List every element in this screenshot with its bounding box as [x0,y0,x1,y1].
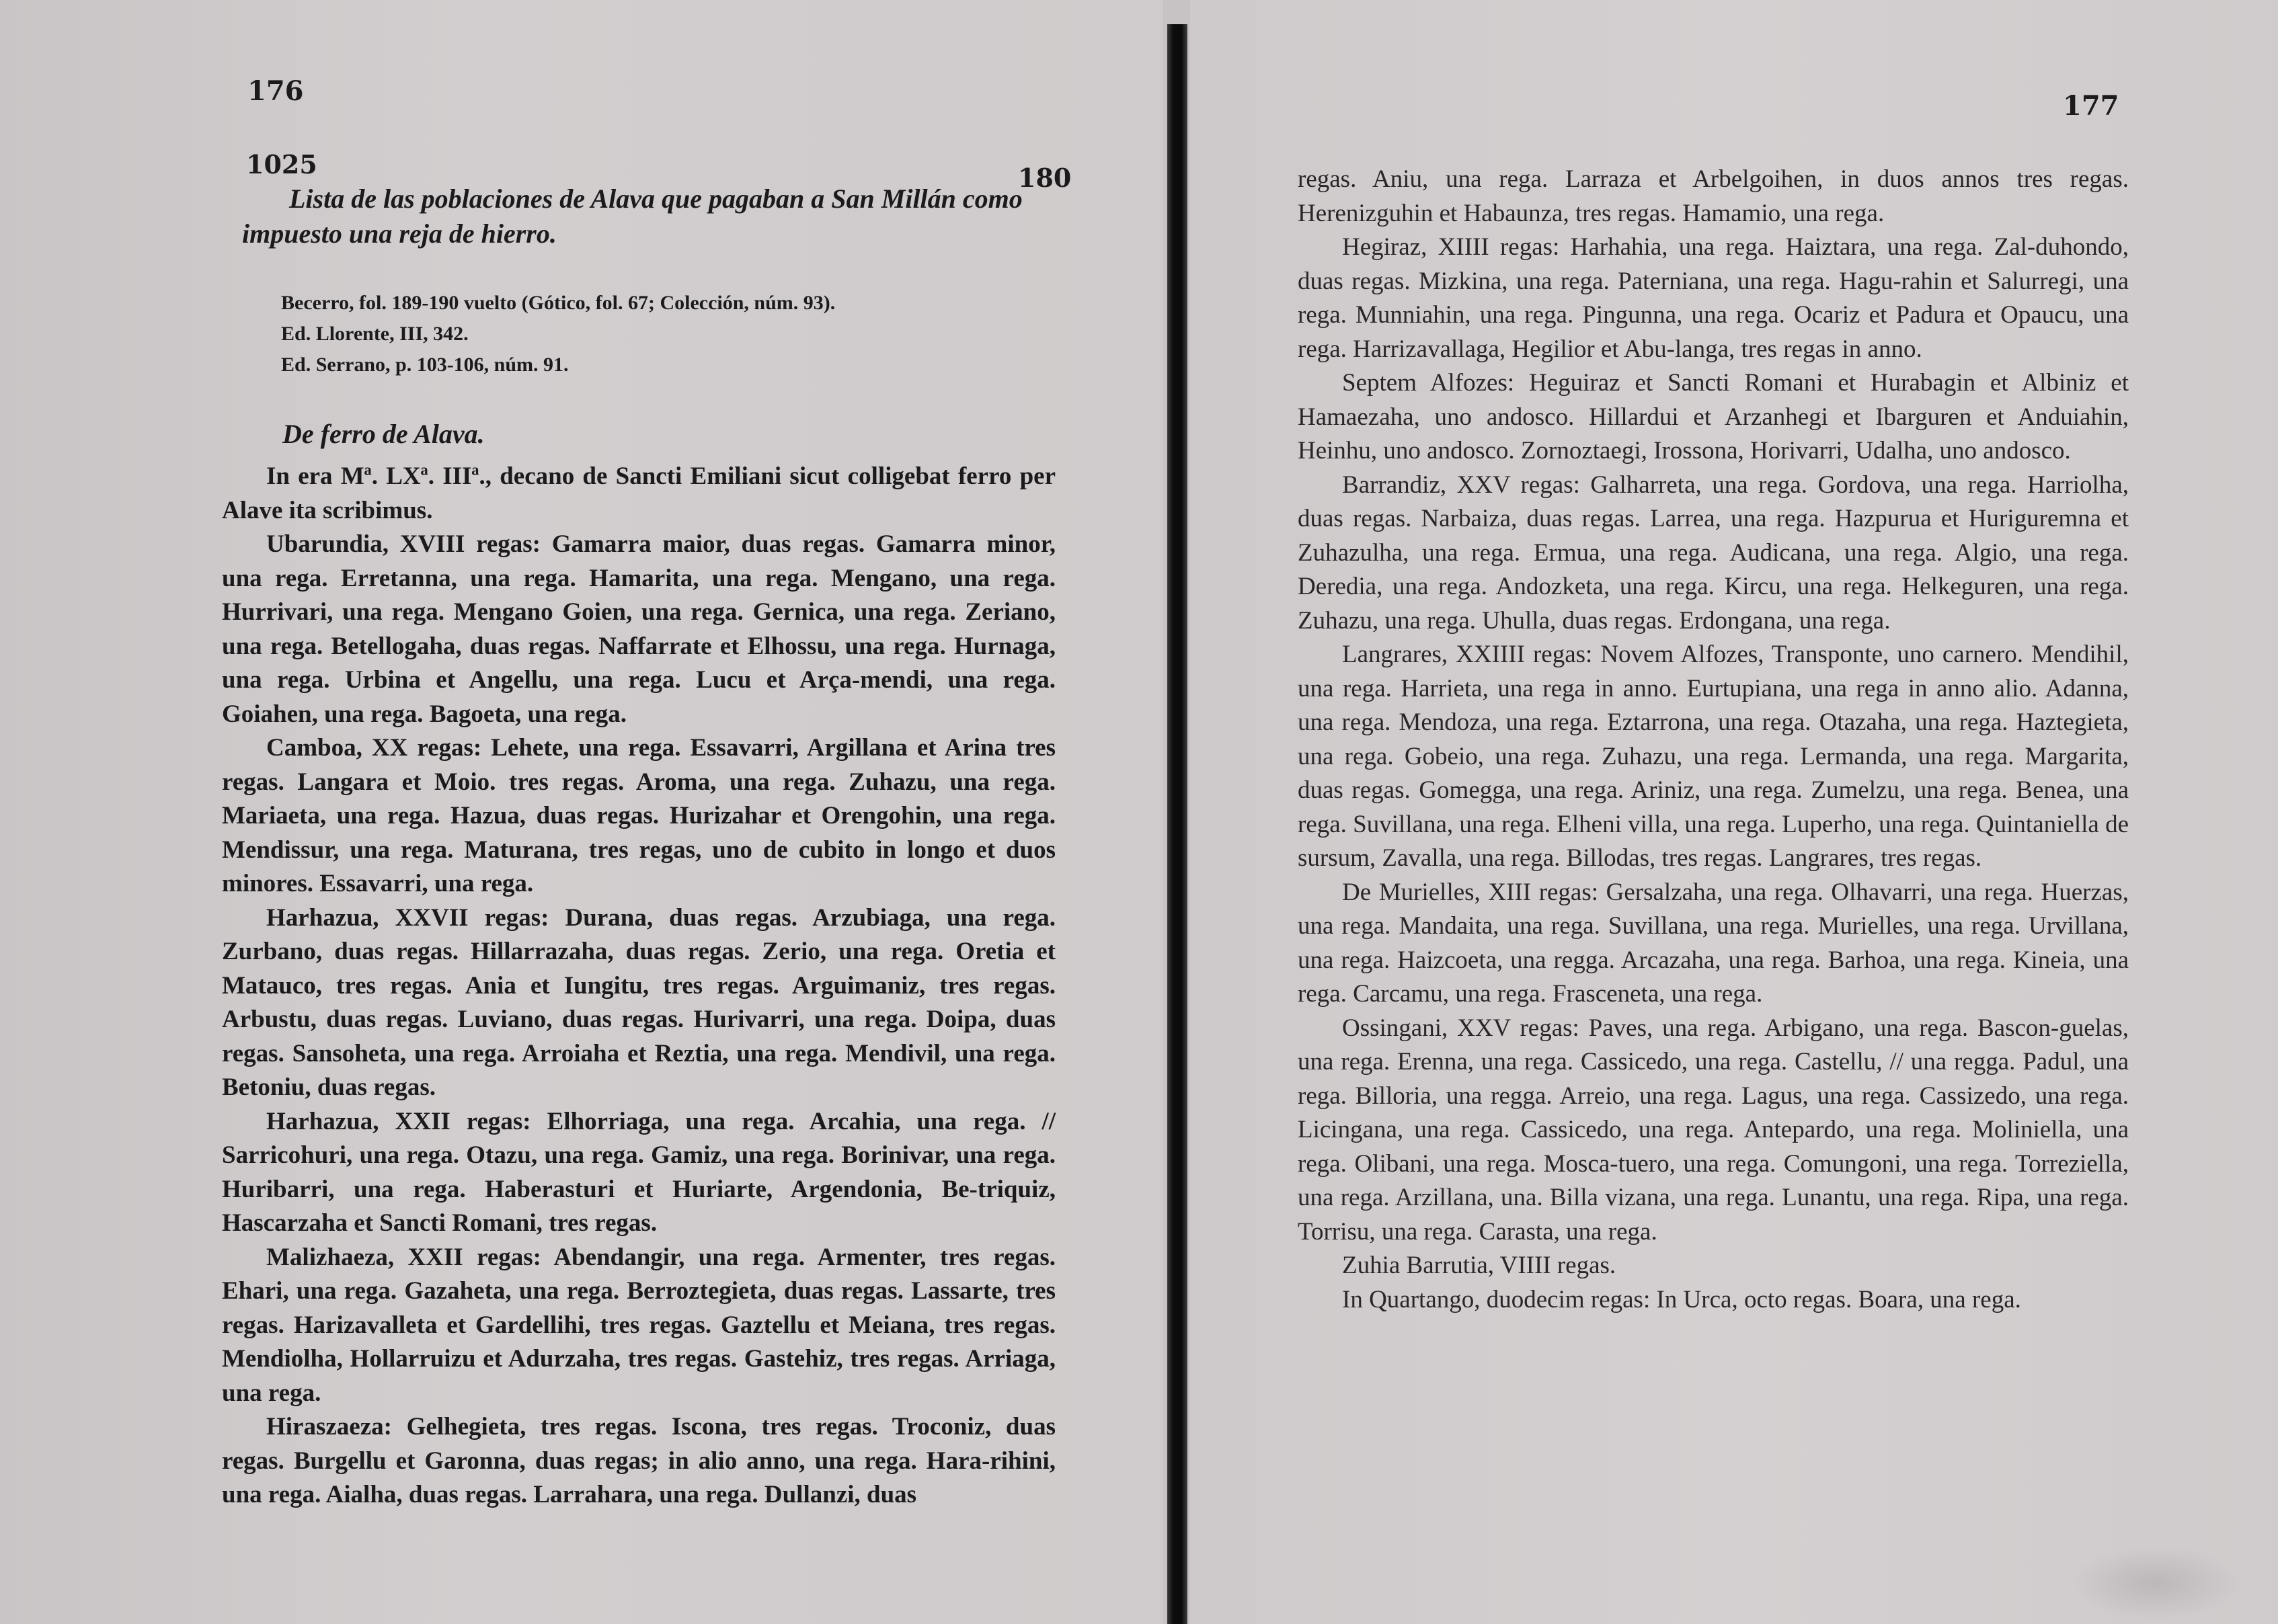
paragraph: Septem Alfozes: Heguiraz et Sancti Romani et Hurabagin et Albiniz et Hamaezaha, uno andosco. Hillardui et Arzanhegi et Ibarguren et Anduiahin, Heinhu, uno andosco. Zornoztaegi, Irossona, Horivarri, Udalha, uno andosco. [1298,369,2129,464]
paragraph: In Quartango, duodecim regas: In Urca, octo regas. Boara, una rega. [1342,1285,2021,1313]
right-page-body [1298,163,2129,1317]
paragraph: Hiraszaeza: Gelhegieta, tres regas. Iscona, tres regas. Troconiz, duas regas. Burgellu et Garonna, duas regas; in alio anno, una rega. Hara-rihini, una rega. Aialha, duas regas. Larrahara, una rega. Dullanzi, duas [222,1413,1056,1508]
document-number: 1025 [246,149,317,179]
source-note: Becerro, fol. 189-190 vuelto (Gótico, fol. 67; Colección, núm. 93). [281,292,836,314]
paragraph: Ubarundia, XVIII regas: Gamarra maior, duas regas. Gamarra minor, una rega. Erretanna, una rega. Hamarita, una rega. Mengano, una rega. Hurrivari, una rega. Mengano Goien, una rega. Gernica, una rega. Zeriano, una rega. Betellogaha, duas regas. Naffarrate et Elhossu, una rega. Hurnaga, una rega. Urbina et Angellu, una rega. Lucu et Arça-mendi, una rega. Goiahen, una rega. Bagoeta, una rega. [222,530,1056,728]
right-page-number: 177 [2063,90,2119,122]
paragraph: Ossingani, XXV regas: Paves, una rega. Arbigano, una rega. Bascon-guelas, una rega. Erenna, una rega. Cassicedo, una rega. Castellu, // una regga. Padul, una rega. Billoria, una regga. Arreio, una rega. Lagus, una rega. Cassizedo, una rega. Licingana, una rega. Cassicedo, una rega. Antepardo, una rega. Moliniella, una rega. Olibani, una rega. Mosca-tuero, una rega. Comungoni, una rega. Torreziella, una rega. Arzillana, una. Billa vizana, una rega. Lunantu, una rega. Ripa, una rega. Torrisu, una rega. Carasta, una rega. [1298,1014,2129,1246]
paragraph: Hegiraz, XIIII regas: Harhahia, una rega. Haiztara, una rega. Zal-duhondo, duas regas. Mizkina, una rega. Paterniana, una rega. Hagu-rahin et Salurregi, una rega. Munniahin, una rega. Pingunna, una rega. Ocariz et Padura et Opaucu, una rega. Harrizavallaga, Hegilior et Abu-langa, tres regas in anno. [1298,233,2129,363]
paragraph: Harhazua, XXII regas: Elhorriaga, una rega. Arcahia, una rega. // Sarricohuri, una rega. Otazu, una rega. Gamiz, una rega. Borinivar, una rega. Huribarri, una rega. Haberasturi et Huriarte, Argendonia, Be-triquiz, Hascarzaha et Sancti Romani, tres regas. [222,1107,1056,1237]
paragraph: Camboa, XX regas: Lehete, una rega. Essavarri, Argillana et Arina tres regas. Langara et Moio. tres regas. Aroma, una rega. Zuhazu, una rega. Mariaeta, una rega. Hazua, duas regas. Hurizahar et Orengohin, una rega. Mendissur, una rega. Maturana, tres regas, uno de cubito in longo et duos minores. Essavarri, una rega. [222,734,1056,897]
document-title-text: Lista de las poblaciones de Alava que pagaban a San Millán como impuesto una reja de hierro. [242,184,1023,249]
section-heading: De ferro de Alava. [282,419,485,449]
source-note: Ed. Llorente, III, 342. [281,323,469,345]
paragraph: Harhazua, XXVII regas: Durana, duas regas. Arzubiaga, una rega. Zurbano, duas regas. Hillarrazaha, duas regas. Zerio, una rega. Oretia et Matauco, tres regas. Ania et Iungitu, tres regas. Arguimaniz, tres regas. Arbustu, duas regas. Luviano, duas regas. Hurivarri, una rega. Doipa, duas regas. Sansoheta, una rega. Arroiaha et Reztia, una rega. Mendivil, una rega. Betoniu, duas regas. [222,903,1056,1101]
paragraph: regas. Aniu, una rega. Larraza et Arbelgoihen, in duos annos tres regas. Herenizguhin et Habaunza, tres regas. Hamamio, una rega. [1298,165,2129,227]
source-note: Ed. Serrano, p. 103-106, núm. 91. [281,354,569,376]
document-title [242,181,1062,251]
paragraph: Barrandiz, XXV regas: Galharreta, una rega. Gordova, una rega. Harriolha, duas regas. Narbaiza, duas regas. Larrea, una rega. Hazpurua et Huriguremna et Zuhazulha, una rega. Ermua, una rega. Audicana, una rega. Algio, una rega. Deredia, una rega. Andozketa, una rega. Kircu, una rega. Helkeguren, una rega. Zuhazu, una rega. Uhulla, duas regas. Erdongana, una rega. [1298,471,2129,635]
left-page-number: 176 [247,75,304,107]
left-page-body [222,460,1056,1512]
source-notes [281,288,1074,380]
page-stain [2071,1546,2239,1620]
paragraph: Langrares, XXIIII regas: Novem Alfozes, Transponte, uno carnero. Mendihil, una rega. Harrieta, una rega in anno. Eurtupiana, una rega in anno alio. Adanna, una rega. Mendoza, una rega. Eztarrona, una rega. Otazaha, una rega. Haztegieta, una rega. Gobeio, una rega. Zuhazu, una rega. Lermanda, una rega. Margarita, duas regas. Gomegga, una rega. Ariniz, una rega. Zumelzu, una rega. Benea, una rega. Suvillana, una rega. Elheni villa, una rega. Luperho, una rega. Quintaniella de sursum, Zavalla, una rega. Billodas, tres regas. Langrares, tres regas. [1298,641,2129,872]
margin-number: 180 [1018,163,1072,193]
binding-shadow [1167,24,1187,1624]
paragraph: Malizhaeza, XXII regas: Abendangir, una rega. Armenter, tres regas. Ehari, una rega. Gazaheta, una rega. Berroztegieta, duas regas. Lassarte, tres regas. Harizavalleta et Gardellihi, tres regas. Gaztellu et Meiana, tres regas. Mendiolha, Hollarruizu et Adurzaha, tres regas. Gastehiz, tres regas. Arriaga, una rega. [222,1243,1056,1407]
paragraph: In era Mª. LXª. IIIª., decano de Sancti Emiliani sicut colligebat ferro per Alave ita scribimus. [222,462,1056,524]
paragraph: De Murielles, XIII regas: Gersalzaha, una rega. Olhavarri, una rega. Huerzas, una rega. Mandaita, una rega. Suvillana, una rega. Murielles, una rega. Urvillana, una rega. Haizcoeta, una regga. Arcazaha, una rega. Barhoa, una rega. Kineia, una rega. Carcamu, una rega. Frasceneta, una rega. [1298,878,2129,1008]
paragraph: Zuhia Barrutia, VIIII regas. [1342,1252,1616,1279]
